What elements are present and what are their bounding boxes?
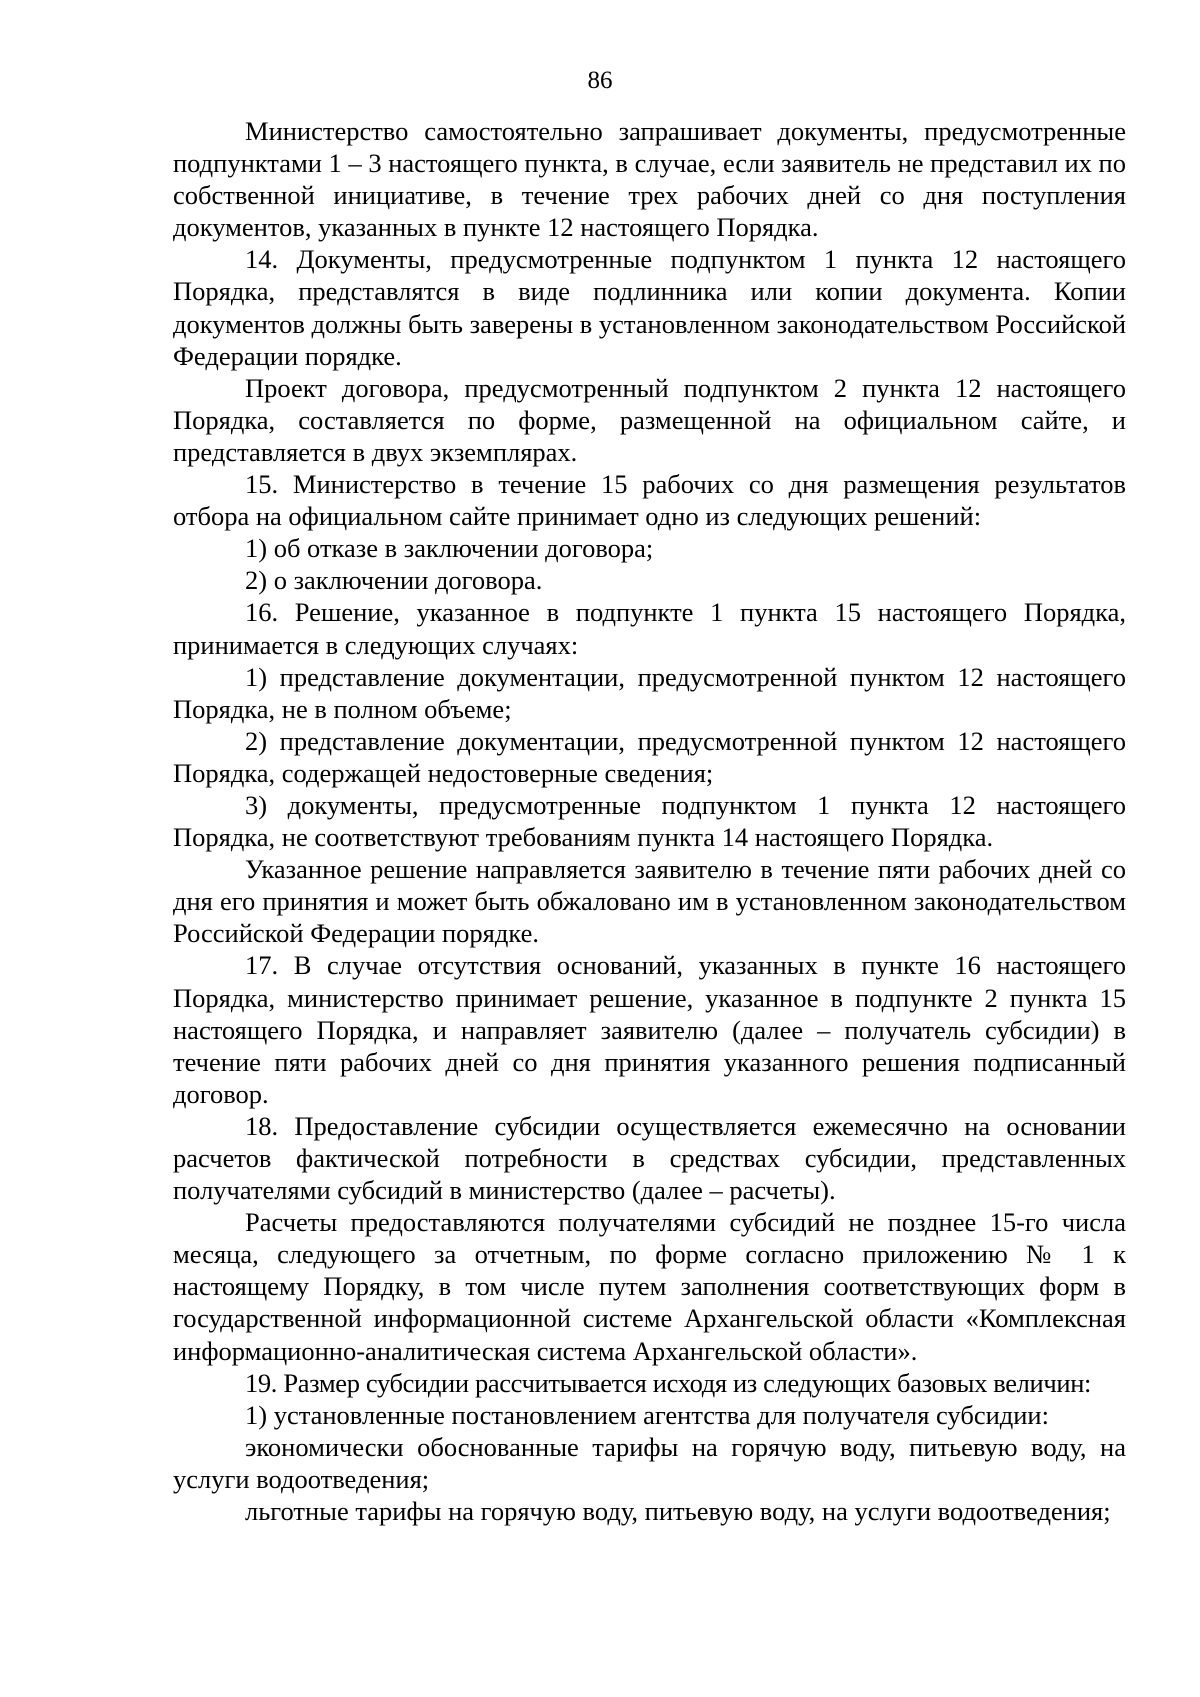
list-item-agency-set: 1) установленные постановлением агентства для получателя субсидии: xyxy=(245,1399,1049,1430)
list-item-conclusion: 2) о заключении договора. xyxy=(245,565,543,596)
paragraph-ministry-requests: Министерство самостоятельно запрашивает документы, предусмотренные подпунктами 1 – 3 настоящего пункта, в случае, если заявитель не представил их по собственной инициативе, в течение трех рабочих дней со дня поступления документов, указанных в пункте 12 настоящего Порядка. xyxy=(173,116,1126,243)
paragraph-preferential-tariffs: льготные тарифы на горячую воду, питьевую воду, на услуги водоотведения; xyxy=(245,1496,1111,1527)
paragraph-16-decision-cases: 16. Решение, указанное в подпункте 1 пункта 15 настоящего Порядка, принимается в следующих случаях: xyxy=(173,597,1126,660)
paragraph-19-subsidy-size: 19. Размер субсидии рассчитывается исходя из следующих базовых величин: xyxy=(245,1367,1092,1398)
list-item-incomplete-docs: 1) представление документации, предусмотренной пунктом 12 настоящего Порядка, не в полном объеме; xyxy=(173,661,1126,724)
paragraph-15-ministry-decision: 15. Министерство в течение 15 рабочих со дня размещения результатов отбора на официальном сайте принимает одно из следующих решений: xyxy=(173,469,1126,532)
paragraph-14-documents: 14. Документы, предусмотренные подпунктом 1 пункта 12 настоящего Порядка, представлятся в виде подлинника или копии документа. Копии документов должны быть заверены в установленном законодательством Российской Федерации порядке. xyxy=(173,244,1126,371)
document-body xyxy=(173,115,1126,1527)
paragraph-18-subsidy-provision: 18. Предоставление субсидии осуществляется ежемесячно на основании расчетов фактической потребности в средствах субсидии, представленных получателями субсидий в министерство (далее – расчеты). xyxy=(173,1110,1126,1206)
list-item-false-info: 2) представление документации, предусмотренной пунктом 12 настоящего Порядка, содержащей недостоверные сведения; xyxy=(173,725,1126,788)
list-item-refusal: 1) об отказе в заключении договора; xyxy=(245,533,654,564)
paragraph-decision-sent: Указанное решение направляется заявителю в течение пяти рабочих дней со дня его принятия и может быть обжаловано им в установленном законодательством Российской Федерации порядке. xyxy=(173,854,1126,949)
paragraph-17-no-grounds: 17. В случае отсутствия оснований, указанных в пункте 16 настоящего Порядка, министерство принимает решение, указанное в подпункте 2 пункта 15 настоящего Порядка, и направляет заявителю (далее – получатель субсидии) в течение пяти рабочих дней со дня принятия указанного решения подписанный договор. xyxy=(173,950,1126,1109)
paragraph-contract-draft: Проект договора, предусмотренный подпунктом 2 пункта 12 настоящего Порядка, составляется по форме, размещенной на официальном сайте, и представляется в двух экземплярах. xyxy=(173,372,1126,467)
paragraph-calculations: Расчеты предоставляются получателями субсидий не позднее 15-го числа месяца, следующего за отчетным, по форме согласно приложению № 1 к настоящему Порядку, в том числе путем заполнения соответствующих форм в государственной информационной системе Архангельской области «Комплексная информационно-аналитическая система Архангельской области». xyxy=(173,1207,1126,1366)
list-item-noncompliance: 3) документы, предусмотренные подпунктом 1 пункта 12 настоящего Порядка, не соответствуют требованиям пункта 14 настоящего Порядка. xyxy=(173,789,1126,853)
paragraph-economic-tariffs: экономически обоснованные тарифы на горячую воду, питьевую воду, на услуги водоотведения; xyxy=(173,1431,1126,1494)
page-number: 86 xyxy=(587,67,613,94)
